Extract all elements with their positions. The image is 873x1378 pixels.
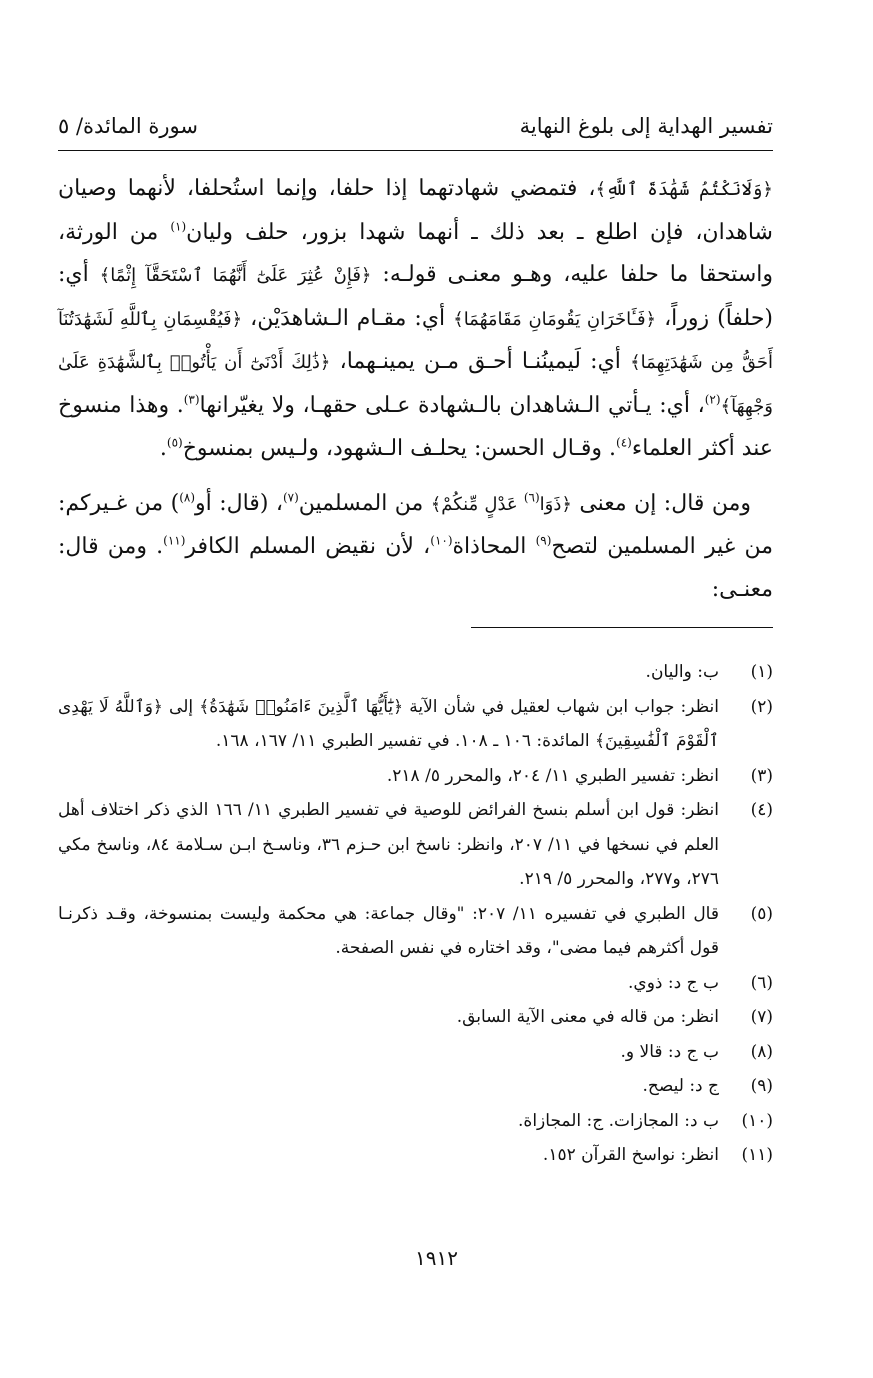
footnote-number: (١٠) [741,1110,773,1131]
body-text: ، أي: يـأتي الـشاهدان بالـشهادة عـلى حقهـا، ولا يغيّرانها [199,392,705,418]
footnote-ref: (٨) [179,490,196,505]
footnote [58,1104,773,1139]
footnote [58,690,773,759]
footnote-ref: (٦) [523,490,540,505]
footnote [58,897,773,966]
footnote-ref: (١٠) [430,533,453,548]
footnote-text: ب ج د: قالا و. [620,1041,719,1062]
footnote-text: انظر: جواب ابن شهاب لعقيل في شأن الآية ﴿يَٰٓأَيُّهَا ٱلَّذِينَ ءَامَنُوا۟ شَهَٰدَةُ﴾ إلى ﴿وَٱللَّهُ لَا يَهْدِى ٱلْقَوْمَ ٱلْفَٰسِقِينَ﴾ المائدة: ١٠٦ ـ ١٠٨. في تفسير الطبري ١١/ ١٦٧، ١٦٨. [58,696,719,751]
running-header [58,106,773,146]
footnote-ref: (١١) [163,533,186,548]
main-text [58,168,773,611]
footnote-number: (٨) [750,1041,773,1062]
footnote-ref: (٩) [535,533,552,548]
footnote-ref: (١) [170,219,187,234]
body-text: ومن قال: إن معنى [571,490,752,516]
body-text: . [159,436,167,461]
body-text: . وهذا منسوخ عند أكثر العلماء [58,392,773,461]
footnotes [58,655,773,1173]
quran-verse: ﴿فَـَٔاخَرَانِ يَقُومَانِ مَقَامَهُمَا﴾ [453,308,657,330]
quran-verse: عَدْلٍ مِّنكُمْ﴾ [430,493,524,515]
footnote-text: انظر: نواسخ القرآن ١٥٢. [542,1145,719,1165]
footnote-text: ب ج د: ذوي. [628,972,719,993]
body-text: أي: لَيمينُنـا أحـق مـن يمينـهما، [330,349,631,374]
body-text: ) من غـيركم: من غير المسلمين لتصح [58,490,773,559]
footnote-number: (٤) [750,800,773,820]
quran-verse: ﴿ذَوَا [539,493,572,515]
footnote-text: قال الطبري في تفسيره ١١/ ٢٠٧: "وقال جماعة: هي محكمة وليست بمنسوخة، وقـد ذكرنـا قول أكثرهم فيما مضى"، وقد اختاره في نفس الصفحة. [58,903,719,958]
footnote-ref: (٧) [282,490,299,505]
body-text: أي: (حلفاً) زوراً، [58,262,773,331]
body-text: ، فتمضي شهادتهما إذا حلفا، وإنما استُحلفا، لأنهما وصيان شاهدان، فإن اطلع ـ بعد ذلك ـ أنهما شهدا بزور، حلف وليان [58,176,773,245]
footnote [58,966,773,1001]
surah-reference: سورة المائدة/ ٥ [58,113,198,138]
header-divider [58,150,773,151]
footnote-ref: (٣) [183,392,200,407]
footnote-ref: (٤) [616,435,632,450]
footnote-number: (٩) [750,1076,773,1096]
footnote [58,793,773,897]
footnote-number: (٦) [750,972,773,993]
footnote-number: (٥) [750,903,773,924]
body-text: المحاذاة [452,534,536,559]
quran-verse: ﴿فَيُقْسِمَانِ بِٱللَّهِ لَشَهَٰدَتُنَآ أَحَقُّ مِن شَهَٰدَتِهِمَا﴾ [58,308,773,373]
footnote [58,1138,773,1173]
footnote [58,759,773,794]
quran-verse: ﴿وَلَانَكْتُمُ شَهَٰدَةَ ٱللَّهِ﴾ [595,179,773,200]
book-title: تفسير الهداية إلى بلوغ النهاية [519,113,773,138]
footnote [58,1069,773,1104]
paragraph [58,483,773,612]
body-text: ، لأن نقيض المسلم الكافر [185,534,431,559]
footnote-text: انظر: قول ابن أسلم بنسخ الفرائض للوصية في تفسير الطبري ١١/ ١٦٦ الذي ذكر اختلاف أهل العلم في نسخها في ١١/ ٢٠٧، وانظر: ناسخ ابن حـزم ٣٦، وناسـخ ابـن سـلامة ٨٤، وناسخ مكي ٢٧٦، و٢٧٧، والمحرر ٥/ ٢١٩. [58,800,720,889]
footnote [58,1035,773,1070]
footnote-number: (١) [750,662,773,682]
body-text: . ومن قال: معنـى: [58,534,773,602]
body-text: . وقـال الحسن: يحلـف الـشهود، ولـيس بمنسوخ [182,436,617,461]
footnote-text: انظر: تفسير الطبري ١١/ ٢٠٤، والمحرر ٥/ ٢١٨. [386,765,719,786]
footnote-text: انظر: من قاله في معنى الآية السابق. [456,1007,719,1027]
body-text: أي: مقـام الـشاهدَيْن، [242,305,454,331]
page-number: ١٩١٢ [415,1246,458,1270]
footnote-text: ب د: المجازات. ج: المجازاة. [518,1110,719,1131]
body-text: ، (قال: أو [195,490,283,516]
paragraph [58,168,773,471]
footnote-text: ب: واليان. [645,662,719,682]
footnote-divider [471,627,773,628]
quran-verse: ﴿ذَٰلِكَ أَدْنَىٰٓ أَن يَأْتُوا۟ بِٱلشَّهَٰدَةِ عَلَىٰ وَجْهِهَآ﴾ [58,352,773,417]
footnote-number: (٧) [750,1007,773,1027]
footnote-number: (٣) [750,765,773,786]
footnote-ref: (٥) [166,435,183,450]
footnote-number: (١١) [741,1145,773,1165]
quran-verse: ﴿فَإِنْ عُثِرَ عَلَىٰٓ أَنَّهُمَا ٱسْتَحَقَّآ إِثْمًا﴾ [99,265,372,286]
footnote [58,655,773,690]
footnote-number: (٢) [750,696,773,717]
footnote [58,1000,773,1035]
footnote-ref: (٢) [704,392,721,407]
body-text: من الورثة، واستحقا ما حلفا عليه، وهـو معنـى قولـه: [58,219,773,287]
body-text: من المسلمين [298,490,431,516]
footnote-text: ج د: ليصح. [642,1076,719,1096]
